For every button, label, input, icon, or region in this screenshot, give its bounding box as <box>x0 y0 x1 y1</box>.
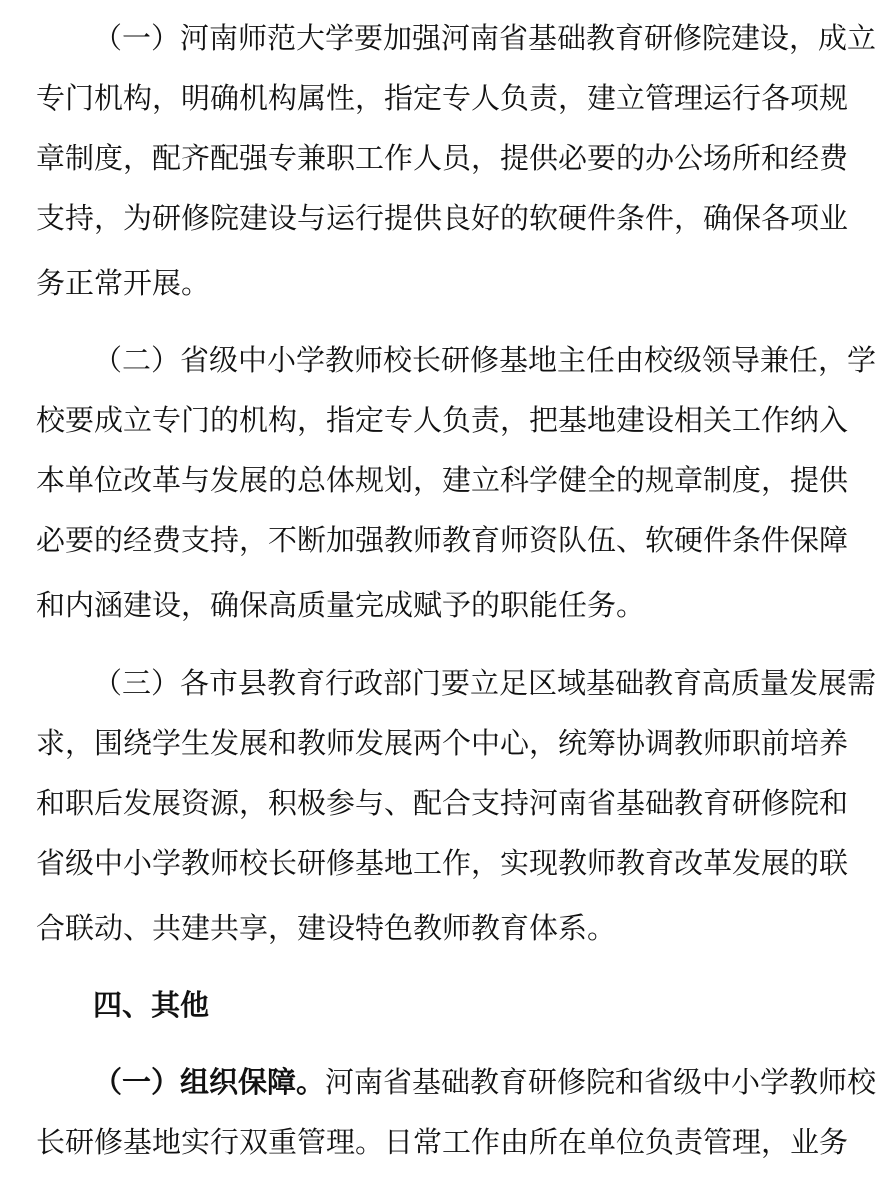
paragraph-3-line-2: 求，围绕学生发展和教师发展两个中心，统筹协调教师职前培养 <box>36 726 849 760</box>
paragraph-2-line-2: 校要成立专门的机构，指定专人负责，把基地建设相关工作纳入 <box>36 403 849 437</box>
last-paragraph-line-1 <box>93 1062 876 1102</box>
last-paragraph-line-1-rest: 河南省基础教育研修院和省级中小学教师校 <box>325 1065 877 1099</box>
paragraph-2-line-5: 和内涵建设，确保高质量完成赋予的职能任务。 <box>36 588 646 622</box>
paragraph-1-line-2: 专门机构，明确机构属性，指定专人负责，建立管理运行各项规 <box>36 81 849 115</box>
section-heading: 四、其他 <box>93 988 210 1022</box>
paragraph-2-line-1: （二）省级中小学教师校长研修基地主任由校级领导兼任，学 <box>93 343 877 377</box>
paragraph-3-line-3: 和职后发展资源，积极参与、配合支持河南省基础教育研修院和 <box>36 786 849 820</box>
paragraph-2-line-4: 必要的经费支持，不断加强教师教育师资队伍、软硬件条件保障 <box>36 523 849 557</box>
paragraph-3-line-5: 合联动、共建共享，建设特色教师教育体系。 <box>36 911 617 945</box>
paragraph-3-line-4: 省级中小学教师校长研修基地工作，实现教师教育改革发展的联 <box>36 846 849 880</box>
last-paragraph-bold-lead: （一）组织保障。 <box>93 1065 326 1099</box>
paragraph-2-line-3: 本单位改革与发展的总体规划，建立科学健全的规章制度，提供 <box>36 463 849 497</box>
paragraph-1-line-1: （一）河南师范大学要加强河南省基础教育研修院建设，成立 <box>93 21 877 55</box>
paragraph-1-line-5: 务正常开展。 <box>36 266 211 300</box>
paragraph-3-line-1: （三）各市县教育行政部门要立足区域基础教育高质量发展需 <box>93 666 877 700</box>
last-paragraph-line-2: 长研修基地实行双重管理。日常工作由所在单位负责管理，业务 <box>36 1125 849 1159</box>
paragraph-1-line-3: 章制度，配齐配强专兼职工作人员，提供必要的办公场所和经费 <box>36 141 849 175</box>
paragraph-1-line-4: 支持，为研修院建设与运行提供良好的软硬件条件，确保各项业 <box>36 201 849 235</box>
